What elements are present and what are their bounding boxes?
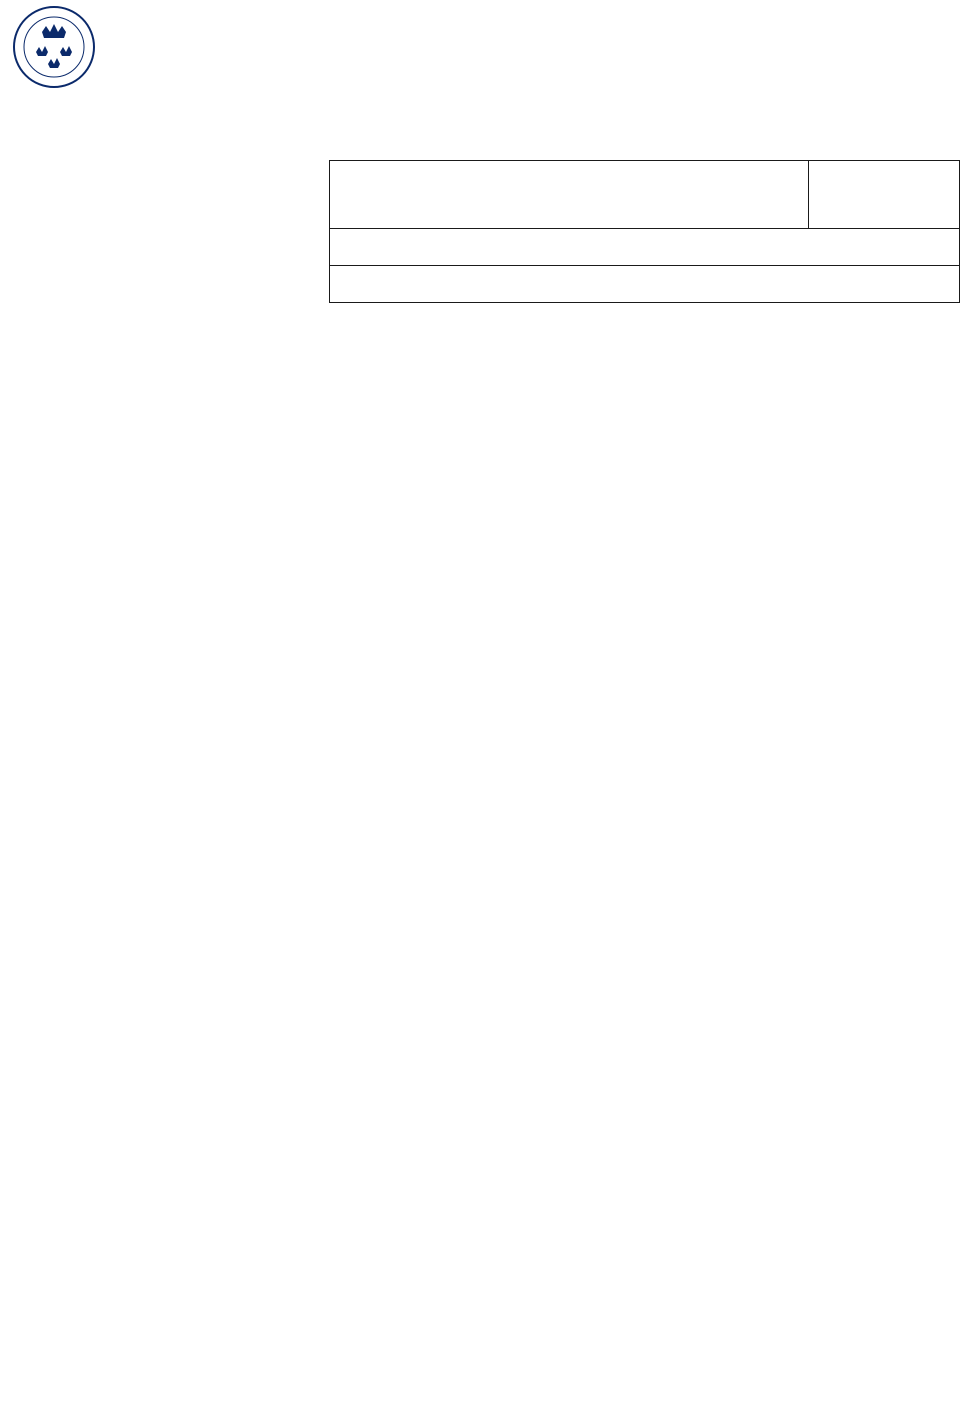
header-frame — [329, 160, 960, 303]
university-seal-icon — [6, 2, 102, 92]
document-header — [329, 160, 960, 303]
university-logo — [0, 0, 200, 160]
